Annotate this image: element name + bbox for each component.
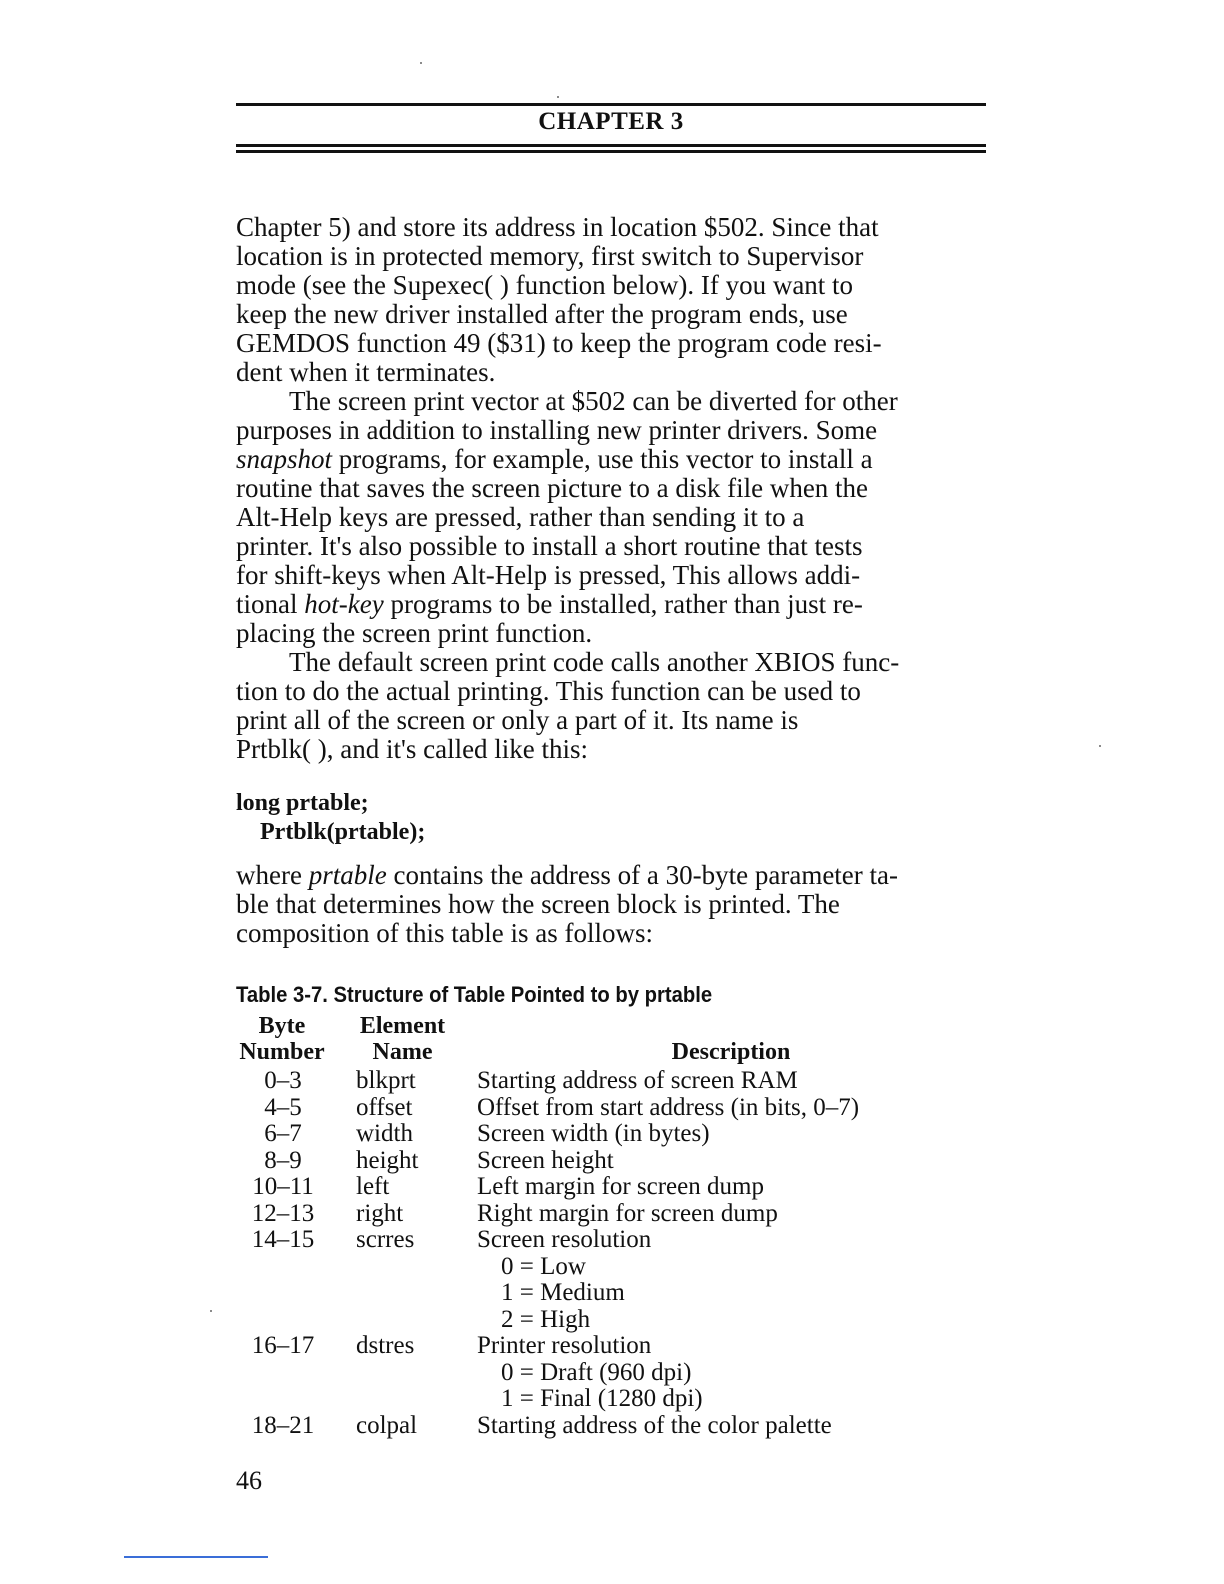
body-text bbox=[236, 213, 978, 764]
emphasis-snapshot: snapshot bbox=[236, 444, 333, 474]
text-line: tion to do the actual printing. This function can be used to bbox=[236, 676, 861, 706]
header-rule-double-lower bbox=[236, 150, 986, 153]
code-listing bbox=[236, 789, 425, 847]
text-line: composition of this table is as follows: bbox=[236, 918, 653, 948]
text-line: ble that determines how the screen block is printed. The bbox=[236, 889, 840, 919]
table-row: 18–21 colpal Starting address of the color palette bbox=[251, 1411, 832, 1439]
table-row: 16–17 dstres Printer resolution bbox=[251, 1332, 652, 1359]
header-rule-double-upper bbox=[236, 144, 986, 147]
text-line: dent when it terminates. bbox=[236, 357, 496, 387]
scan-speck bbox=[210, 1310, 212, 1312]
table-header-element: Element Name bbox=[359, 1013, 446, 1065]
table-subrow: 1 = Final (1280 dpi) bbox=[501, 1385, 703, 1412]
text-line: GEMDOS function 49 ($31) to keep the program code resi- bbox=[236, 328, 882, 358]
text-line: printer. It's also possible to install a short routine that tests bbox=[236, 531, 863, 561]
text-line: placing the screen print function. bbox=[236, 618, 593, 648]
text-line: keep the new driver installed after the program ends, use bbox=[236, 299, 848, 329]
page-number: 46 bbox=[236, 1466, 262, 1495]
table-row: 12–13 right Right margin for screen dump bbox=[251, 1199, 778, 1227]
scan-speck bbox=[557, 96, 559, 98]
text-line: The default screen print code calls another XBIOS func- bbox=[289, 647, 900, 677]
scan-artifact-line bbox=[124, 1556, 268, 1558]
text-line: print all of the screen or only a part of it. Its name is bbox=[236, 705, 799, 735]
table-row: 14–15 scrres Screen resolution bbox=[251, 1226, 652, 1253]
code-line: long prtable; bbox=[236, 790, 369, 816]
scan-speck bbox=[420, 62, 422, 64]
chapter-heading: CHAPTER 3 bbox=[538, 108, 684, 135]
table-subrow: 1 = Medium bbox=[501, 1279, 625, 1306]
table-row: 10–11 left Left margin for screen dump bbox=[252, 1173, 764, 1200]
table-subrow: 0 = Low bbox=[501, 1252, 586, 1280]
text-line: routine that saves the screen picture to a disk file when the bbox=[236, 473, 869, 503]
code-line: Prtblk(prtable); bbox=[260, 819, 426, 845]
text-line: The screen print vector at $502 can be diverted for other bbox=[289, 386, 898, 416]
table-row: 8–9 height Screen height bbox=[264, 1146, 614, 1174]
text-line: purposes in addition to installing new printer drivers. Some bbox=[236, 415, 878, 445]
body-text-after-code bbox=[236, 861, 978, 948]
table-body bbox=[236, 1068, 986, 1439]
text-line: location is in protected memory, first switch to Supervisor bbox=[236, 241, 864, 271]
emphasis-prtable: prtable bbox=[308, 860, 387, 890]
text-line: snapshot programs, for example, use this vector to install a bbox=[236, 444, 873, 474]
header-rule-top bbox=[236, 103, 986, 106]
text-line: Chapter 5) and store its address in location $502. Since that bbox=[236, 212, 879, 242]
text-line: mode (see the Supexec( ) function below). If you want to bbox=[236, 270, 854, 300]
text-line: tional hot-key programs to be installed, rather than just re- bbox=[236, 589, 863, 619]
text-line: for shift-keys when Alt-Help is pressed, This allows addi- bbox=[236, 560, 861, 590]
text-line: Prtblk( ), and it's called like this: bbox=[236, 734, 589, 764]
table-caption: Table 3-7. Structure of Table Pointed to by prtable bbox=[236, 982, 713, 1007]
table-row: 0–3 blkprt Starting address of screen RAM bbox=[264, 1067, 798, 1094]
emphasis-hot-key: hot-key bbox=[304, 589, 384, 619]
scan-speck bbox=[1099, 745, 1101, 747]
table-row: 6–7 width Screen width (in bytes) bbox=[264, 1120, 710, 1147]
table-header-description: Description bbox=[671, 1039, 791, 1065]
table-row: 4–5 offset Offset from start address (in bits, 0–7) bbox=[264, 1093, 860, 1121]
text-line: Alt-Help keys are pressed, rather than sending it to a bbox=[236, 502, 805, 532]
table-header-byte: Byte Number bbox=[239, 1013, 325, 1065]
table-subrow: 2 = High bbox=[501, 1305, 591, 1333]
text-line: where prtable contains the address of a 30-byte parameter ta- bbox=[236, 860, 899, 890]
table-subrow: 0 = Draft (960 dpi) bbox=[501, 1358, 692, 1386]
